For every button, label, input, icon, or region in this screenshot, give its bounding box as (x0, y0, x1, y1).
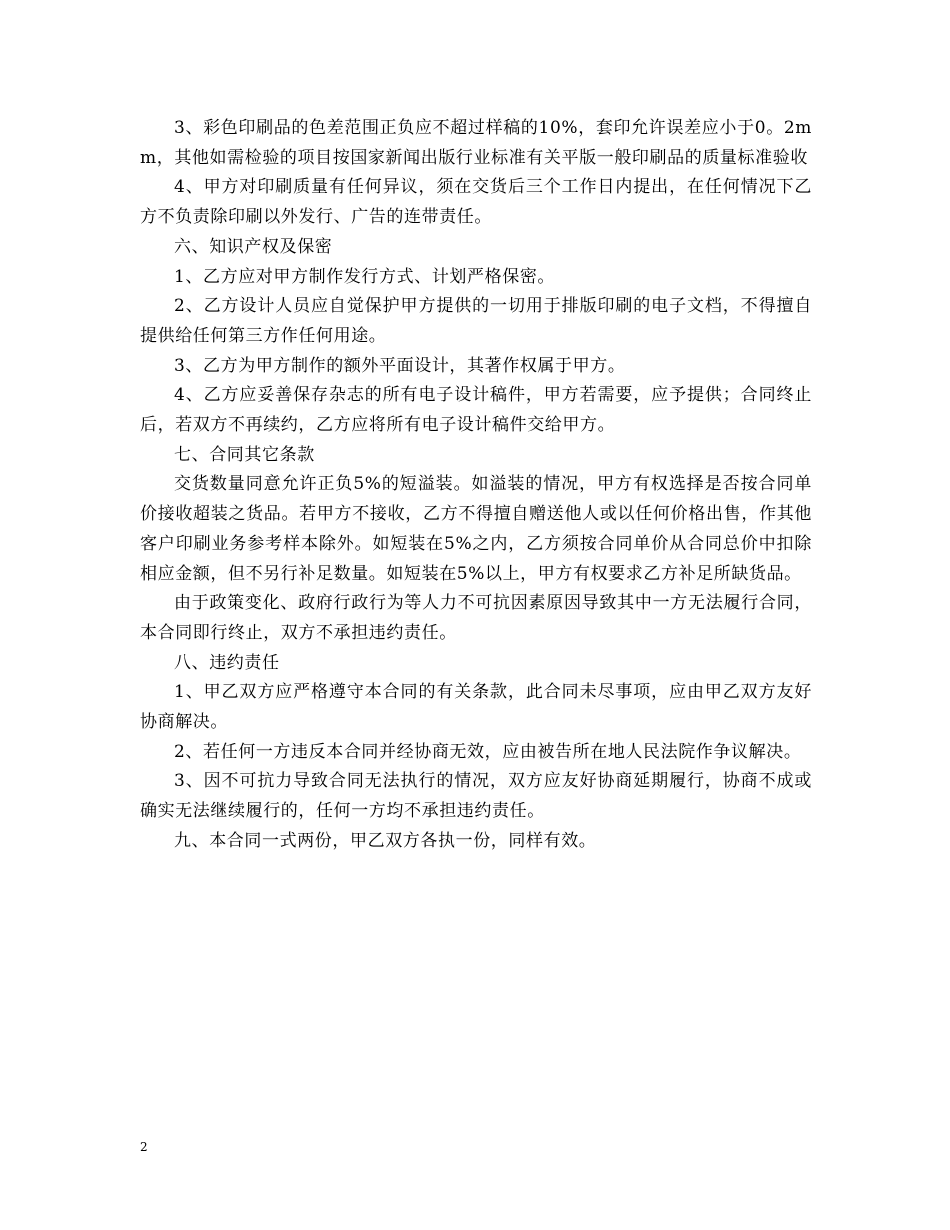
clause-paragraph: 4、乙方应妥善保存杂志的所有电子设计稿件，甲方若需要，应予提供；合同终止后，若双方不再续约，乙方应将所有电子设计稿件交给甲方。 (140, 385, 812, 436)
clause-paragraph: 2、若任何一方违反本合同并经协商无效，应由被告所在地人民法院作争议解决。 (174, 741, 802, 762)
clause-paragraph: 3、因不可抗力导致合同无法执行的情况，双方应友好协商延期履行，协商不成或确实无法继续履行的，任何一方均不承担违约责任。 (140, 771, 812, 822)
section-heading: 七、合同其它条款 (174, 444, 315, 465)
section-heading: 六、知识产权及保密 (174, 236, 333, 257)
clause-paragraph: 2、乙方设计人员应自觉保护甲方提供的一切用于排版印刷的电子文档，不得擅自提供给任何第三方作任何用途。 (140, 296, 812, 346)
clause-paragraph: 由于政策变化、政府行政行为等人力不可抗因素原因导致其中一方无法履行合同，本合同即行终止，双方不承担违约责任。 (140, 593, 812, 643)
page-number: 2 (140, 1140, 148, 1154)
clause-paragraph: 1、甲乙双方应严格遵守本合同的有关条款，此合同未尽事项，应由甲乙双方友好协商解决。 (140, 682, 812, 733)
clause-paragraph: 3、乙方为甲方制作的额外平面设计，其著作权属于甲方。 (174, 355, 626, 376)
clause-paragraph: 交货数量同意允许正负5%的短溢装。如溢装的情况，甲方有权选择是否按合同单价接收超装之货品。若甲方不接收，乙方不得擅自赠送他人或以任何价格出售，作其他客户印刷业务参考样本除外。如短装在5%之内，乙方须按合同单价从合同总价中扣除相应金额，但不另行补足数量。如短装在5%以上，甲方有权要求乙方补足所缺货品。 (140, 474, 812, 584)
document-body (140, 114, 812, 857)
clause-paragraph: 1、乙方应对甲方制作发行方式、计划严格保密。 (174, 266, 556, 287)
clause-paragraph: 3、彩色印刷品的色差范围正负应不超过样稿的10%，套印允许误差应小于0。2mm，其他如需检验的项目按国家新闻出版行业标准有关平版一般印刷品的质量标准验收 (140, 118, 812, 168)
section-heading: 八、违约责任 (174, 652, 280, 673)
clause-paragraph: 九、本合同一式两份，甲乙双方各执一份，同样有效。 (174, 830, 597, 851)
clause-paragraph: 4、甲方对印刷质量有任何异议，须在交货后三个工作日内提出，在任何情况下乙方不负责除印刷以外发行、广告的连带责任。 (140, 177, 812, 228)
